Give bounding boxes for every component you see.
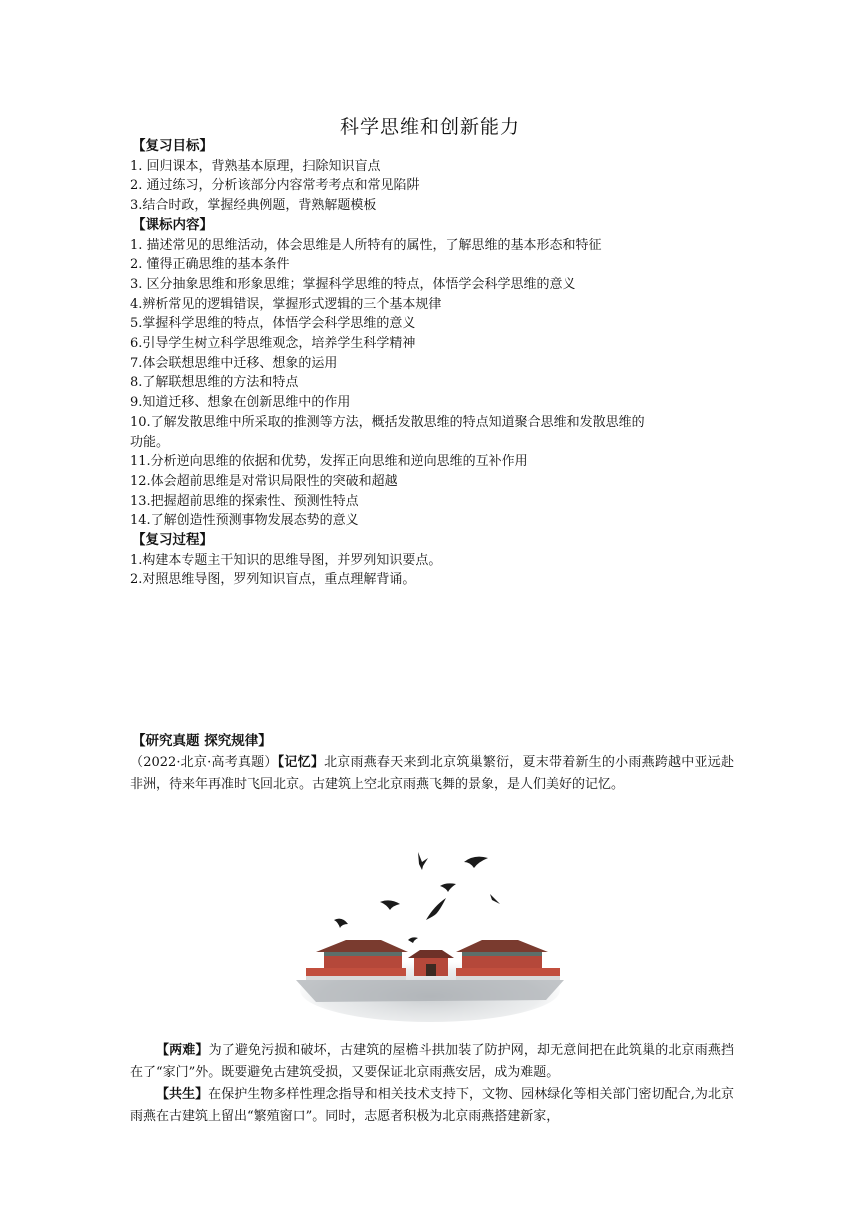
- swift-bird: [380, 900, 400, 910]
- curriculum-item: 6.引导学生树立科学思维观念，培养学生科学精神: [130, 336, 416, 352]
- swift-bird: [418, 852, 428, 870]
- swift-bird: [426, 898, 446, 920]
- page-title: 科学思维和创新能力: [339, 116, 520, 138]
- curriculum-item: 1. 描述常见的思维活动，体会思维是人所特有的属性，了解思维的基本形态和特征: [130, 237, 602, 253]
- dilemma-paragraph: [130, 1040, 734, 1084]
- review-goal-item: 3.结合时政，掌握经典例题，背熟解题模板: [130, 198, 377, 214]
- curriculum-item: 功能。: [130, 434, 170, 450]
- research-heading: 【研究真题 探究规律】: [132, 733, 272, 749]
- memory-tag: 【记忆】: [277, 754, 325, 770]
- palace-swifts-illustration: [296, 840, 564, 1025]
- curriculum-item: 5.掌握科学思维的特点，体悟学会科学思维的意义: [130, 316, 416, 332]
- swift-flock: [334, 852, 500, 943]
- swift-bird: [334, 919, 348, 928]
- review-process-item: 1.构建本专题主干知识的思维导图，并罗列知识要点。: [130, 552, 442, 568]
- curriculum-item: 9.知道迁移、想象在创新思维中的作用: [130, 395, 351, 411]
- curriculum-item: 13.把握超前思维的探索性、预测性特点: [130, 493, 359, 509]
- swift-bird: [490, 894, 500, 904]
- coexist-paragraph: [130, 1084, 734, 1128]
- review-process-item: 2.对照思维导图，罗列知识盲点，重点理解背诵。: [130, 572, 416, 588]
- memory-text: 北京雨燕春天来到北京筑巢繁衍，夏末带着新生的小雨燕跨越中亚远赴非洲，待来年再准时飞回北京。古建筑上空北京雨燕飞舞的景象，是人们美好的记忆。: [130, 754, 734, 792]
- curriculum-item: 8.了解联想思维的方法和特点: [130, 375, 299, 391]
- review-goal-item: 2. 通过练习，分析该部分内容常考考点和常见陷阱: [130, 178, 420, 194]
- plaza: [296, 980, 564, 1002]
- review-goals-heading: 【复习目标】: [132, 138, 213, 154]
- review-goal-item: 1. 回归课本，背熟基本原理，扫除知识盲点: [130, 158, 381, 174]
- curriculum-item: 11.分析逆向思维的依据和优势，发挥正向思维和逆向思维的互补作用: [130, 454, 528, 470]
- curriculum-item: 2. 懂得正确思维的基本条件: [130, 257, 290, 273]
- research-section: [130, 732, 734, 796]
- curriculum-item: 12.体会超前思维是对常识局限性的突破和超越: [130, 473, 398, 489]
- left-hall: [306, 940, 408, 980]
- dilemma-tag: 【两难】: [156, 1043, 209, 1058]
- swift-bird: [464, 857, 488, 868]
- outline-section: [130, 137, 734, 590]
- research-continuation: [130, 1040, 734, 1128]
- source-label: （2022·北京·高考真题）: [130, 754, 278, 770]
- center-gate: [408, 950, 454, 976]
- swift-bird: [440, 883, 456, 892]
- curriculum-item: 3. 区分抽象思维和形象思维；掌握科学思维的特点，体悟学会科学思维的意义: [130, 276, 576, 292]
- memory-paragraph: [130, 752, 734, 796]
- curriculum-item: 14.了解创造性预测事物发展态势的意义: [130, 513, 359, 529]
- swift-bird: [408, 937, 418, 943]
- curriculum-heading: 【课标内容】: [132, 216, 213, 233]
- coexist-text: 在保护生物多样性理念指导和相关技术支持下，文物、园林绿化等相关部门密切配合,为北京雨燕在古建筑上留出“繁殖窗口”。同时，志愿者积极为北京雨燕搭建新家，: [130, 1087, 734, 1124]
- right-hall: [456, 940, 560, 980]
- coexist-tag: 【共生】: [156, 1087, 209, 1102]
- review-process-heading: 【复习过程】: [132, 532, 213, 549]
- curriculum-item: 4.辨析常见的逻辑错误，掌握形式逻辑的三个基本规律: [130, 296, 442, 312]
- curriculum-item: 10.了解发散思维中所采取的推测等方法，概括发散思维的特点知道聚合思维和发散思维的: [130, 414, 645, 430]
- curriculum-item: 7.体会联想思维中迁移、想象的运用: [130, 355, 338, 371]
- dilemma-text: 为了避免污损和破坏，古建筑的屋檐斗拱加装了防护网，却无意间把在此筑巢的北京雨燕挡在了“家门”外。既要避免古建筑受损，又要保证北京雨燕安居，成为难题。: [130, 1043, 734, 1080]
